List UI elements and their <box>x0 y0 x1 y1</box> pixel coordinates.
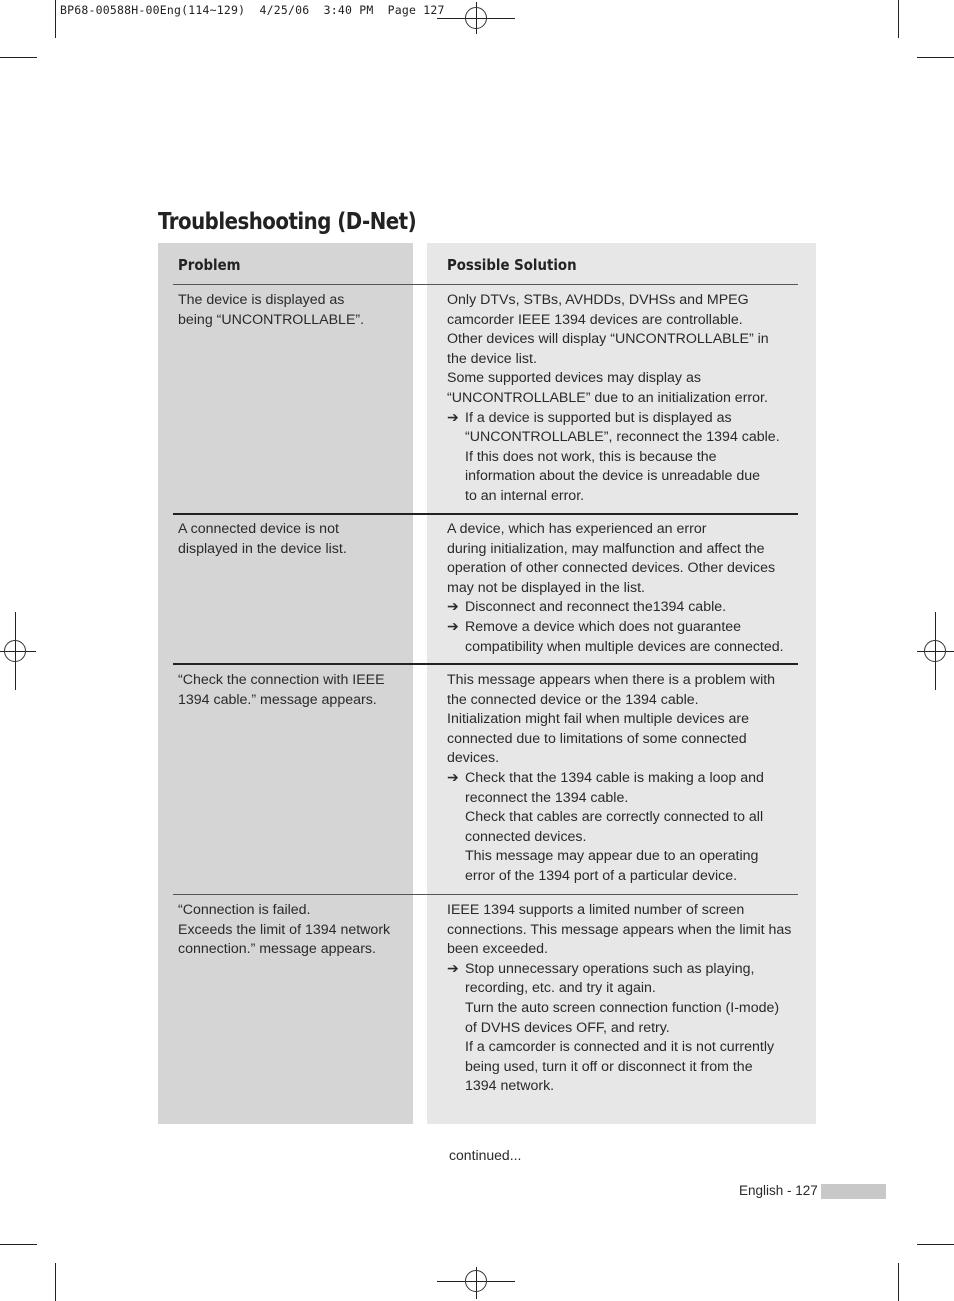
problem-line: connection.” message appears. <box>178 941 376 958</box>
arrow-icon: ➔ <box>447 409 459 426</box>
problem-cell <box>178 901 410 960</box>
problem-cell <box>178 291 410 330</box>
solution-line: been exceeded. <box>447 941 548 958</box>
solution-step-line: 1394 network. <box>465 1078 555 1095</box>
solution-step-line: Check that cables are correctly connected to all <box>465 809 764 826</box>
problem-cell <box>178 520 410 559</box>
solution-step-line: “UNCONTROLLABLE”, reconnect the 1394 cable. <box>465 429 780 446</box>
crop-mark <box>0 1244 37 1245</box>
solution-step-line: to an internal error. <box>465 487 585 504</box>
crop-mark <box>917 57 954 58</box>
solution-line: connected due to limitations of some connected <box>447 730 747 747</box>
crop-mark <box>55 1263 56 1301</box>
problem-line: A connected device is not <box>178 521 339 537</box>
solution-line: devices. <box>447 750 500 767</box>
crop-mark <box>898 1263 899 1301</box>
page-number-bar <box>821 1184 886 1199</box>
arrow-icon: ➔ <box>447 769 459 786</box>
problem-line: displayed in the device list. <box>178 540 347 557</box>
solution-step-line: Stop unnecessary operations such as playing, <box>465 960 755 977</box>
solution-cell <box>447 671 807 887</box>
solution-line: This message appears when there is a problem with <box>447 672 776 688</box>
problem-line: “Connection is failed. <box>178 902 311 918</box>
problem-line: The device is displayed as <box>178 292 345 308</box>
problem-line: being “UNCONTROLLABLE”. <box>178 311 365 328</box>
arrow-icon: ➔ <box>447 960 459 977</box>
problem-line: “Check the connection with IEEE <box>178 672 385 688</box>
arrow-icon: ➔ <box>447 599 459 616</box>
crop-mark <box>0 57 37 58</box>
solution-line: IEEE 1394 supports a limited number of screen <box>447 902 745 918</box>
solution-line: “UNCONTROLLABLE” due to an initialization error. <box>447 389 768 406</box>
solution-cell <box>447 901 807 1097</box>
solution-line: may not be displayed in the list. <box>447 579 645 596</box>
solution-line: camcorder IEEE 1394 devices are controllable. <box>447 311 743 328</box>
solution-line: the device list. <box>447 350 537 367</box>
solution-step <box>447 409 807 507</box>
solution-step-line: error of the 1394 port of a particular device. <box>465 867 738 884</box>
solution-line: the connected device or the 1394 cable. <box>447 691 699 708</box>
solution-step <box>447 598 807 618</box>
solution-line: connections. This message appears when the limit has <box>447 921 792 938</box>
solution-column-header: Possible Solution <box>447 256 577 274</box>
solution-line: Only DTVs, STBs, AVHDDs, DVHSs and MPEG <box>447 292 749 308</box>
crop-mark <box>55 0 56 38</box>
problem-column-header: Problem <box>178 256 241 274</box>
crop-mark <box>917 1244 954 1245</box>
solution-line: A device, which has experienced an error <box>447 521 707 537</box>
row-divider <box>173 513 798 515</box>
solution-line: Some supported devices may display as <box>447 370 701 387</box>
solution-step-line: If this does not work, this is because the <box>465 448 717 465</box>
solution-step-line: Turn the auto screen connection function (I-mode) <box>465 999 780 1016</box>
solution-line: Other devices will display “UNCONTROLLABLE” in <box>447 331 769 348</box>
solution-step-line: If a camcorder is connected and it is not currently <box>465 1039 775 1056</box>
solution-step <box>447 618 807 657</box>
solution-step-line: compatibility when multiple devices are connected. <box>465 638 784 655</box>
continued-note: continued... <box>449 1147 522 1163</box>
solution-step-line: being used, turn it off or disconnect it from the <box>465 1058 753 1075</box>
row-divider <box>173 894 798 895</box>
solution-cell <box>447 291 807 507</box>
solution-step-line: This message may appear due to an operating <box>465 848 759 865</box>
page-title: Troubleshooting (D-Net) <box>158 209 417 236</box>
print-slug: BP68-00588H-00Eng(114~129) 4/25/06 3:40 PM Page 127 <box>60 3 445 17</box>
row-divider <box>173 663 798 665</box>
page-number: English - 127 <box>739 1183 818 1198</box>
problem-line: 1394 cable.” message appears. <box>178 691 377 708</box>
arrow-icon: ➔ <box>447 618 459 635</box>
problem-cell <box>178 671 410 710</box>
solution-step-line: of DVHS devices OFF, and retry. <box>465 1019 670 1036</box>
solution-step-line: Disconnect and reconnect the1394 cable. <box>465 599 727 616</box>
solution-line: Initialization might fail when multiple devices are <box>447 711 750 728</box>
solution-cell <box>447 520 807 657</box>
solution-line: operation of other connected devices. Other devices <box>447 560 776 577</box>
solution-step-line: Check that the 1394 cable is making a loop and <box>465 769 764 786</box>
solution-step <box>447 960 807 1097</box>
solution-step <box>447 769 807 887</box>
solution-line: during initialization, may malfunction and affect the <box>447 540 765 557</box>
header-rule <box>173 284 798 285</box>
solution-step-line: recording, etc. and try it again. <box>465 980 656 997</box>
solution-step-line: information about the device is unreadable due <box>465 468 760 485</box>
solution-step-line: connected devices. <box>465 828 587 845</box>
solution-step-line: Remove a device which does not guarantee <box>465 618 742 635</box>
problem-line: Exceeds the limit of 1394 network <box>178 921 391 938</box>
solution-step-line: reconnect the 1394 cable. <box>465 789 629 806</box>
crop-mark <box>898 0 899 38</box>
solution-step-line: If a device is supported but is displayed as <box>465 409 732 426</box>
